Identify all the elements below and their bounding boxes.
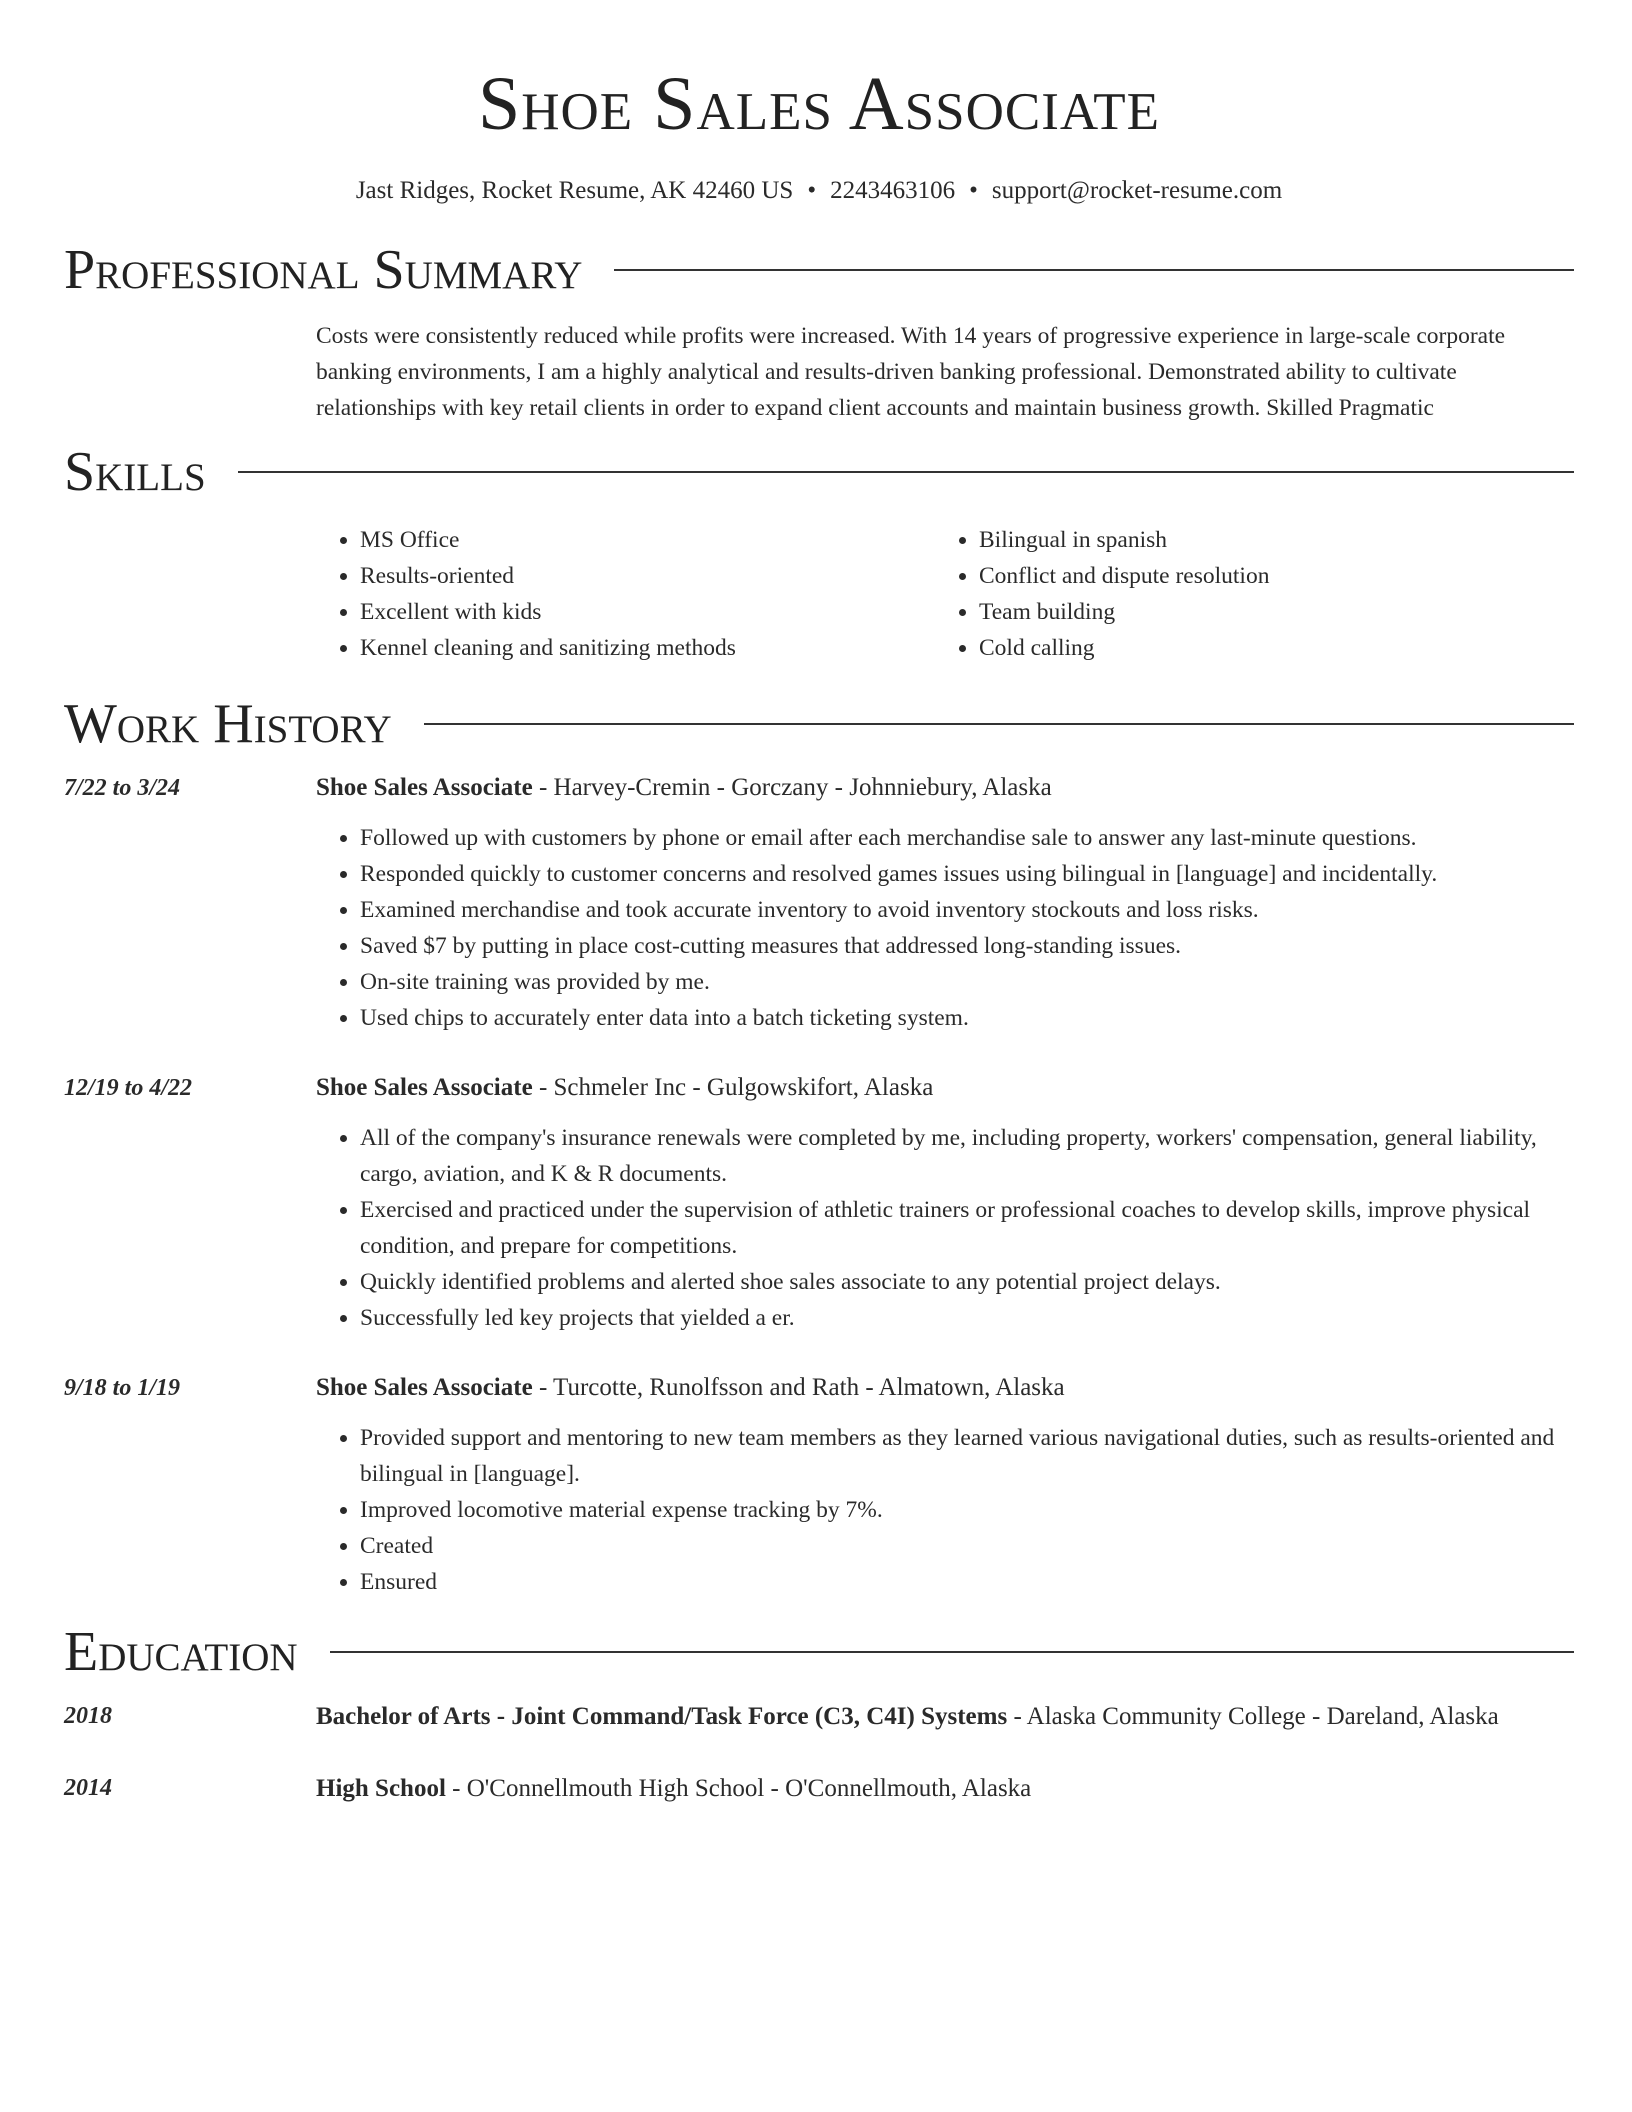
education-entry bbox=[64, 1770, 1574, 1808]
education-line bbox=[316, 1770, 1574, 1808]
job-bullet: • Used chips to accurately enter data into a batch ticketing system. bbox=[360, 1000, 1574, 1036]
skill-item: • Team building bbox=[979, 594, 1554, 630]
section-divider bbox=[424, 723, 1574, 725]
education-entry bbox=[64, 1698, 1574, 1736]
job-entry bbox=[64, 1070, 1574, 1336]
contact-email[interactable]: support@rocket-resume.com bbox=[991, 177, 1283, 204]
skills-column-left bbox=[316, 522, 935, 666]
contact-separator: • bbox=[807, 177, 817, 204]
candidate-name: Shoe Sales Associate bbox=[477, 62, 1161, 146]
job-bullets bbox=[316, 1420, 1574, 1600]
job-employer: - Schmeler Inc - Gulgowskifort, Alaska bbox=[532, 1074, 934, 1101]
job-bullet: • All of the company's insurance renewals were completed by me, including property, workers' compensation, general liability, cargo, aviation, and K & R documents. bbox=[360, 1120, 1574, 1192]
job-title: Shoe Sales Associate bbox=[316, 774, 533, 801]
job-dates: 9/18 to 1/19 bbox=[64, 1375, 181, 1401]
work-section-header bbox=[64, 692, 1574, 756]
job-bullet: • Quickly identified problems and alerted shoe sales associate to any potential project delays. bbox=[360, 1264, 1574, 1300]
job-bullet: • Successfully led key projects that yielded a er. bbox=[360, 1300, 1574, 1336]
job-title-line bbox=[316, 1370, 1574, 1406]
job-title-line bbox=[316, 1070, 1574, 1106]
skill-item: • Bilingual in spanish bbox=[979, 522, 1554, 558]
skill-item: • Excellent with kids bbox=[360, 594, 935, 630]
education-line bbox=[316, 1698, 1574, 1736]
education-section-header bbox=[64, 1620, 1574, 1684]
section-divider bbox=[238, 471, 1574, 473]
job-bullet: • Followed up with customers by phone or email after each merchandise sale to answer any last-minute questions. bbox=[360, 820, 1574, 856]
job-employer: - Turcotte, Runolfsson and Rath - Almatown, Alaska bbox=[532, 1374, 1065, 1401]
skill-item: • Kennel cleaning and sanitizing methods bbox=[360, 630, 935, 666]
summary-text: Costs were consistently reduced while profits were increased. With 14 years of progressive experience in large-scale corporate banking environments, I am a highly analytical and results-driven banking professional. Demonstrated ability to cultivate relationships with key retail clients in order to expand client accounts and maintain business growth. Skilled Pragmatic bbox=[316, 323, 1506, 421]
job-bullet: • Provided support and mentoring to new team members as they learned various navigational duties, such as results-oriented and bilingual in [language]. bbox=[360, 1420, 1574, 1492]
job-dates: 7/22 to 3/24 bbox=[64, 775, 181, 801]
skills-list bbox=[316, 522, 1574, 666]
education-year: 2018 bbox=[64, 1703, 112, 1729]
contact-separator: • bbox=[969, 177, 978, 204]
education-degree: Bachelor of Arts - Joint Command/Task Force (C3, C4I) Systems bbox=[316, 1703, 1008, 1730]
job-employer: - Harvey-Cremin - Gorczany - Johnniebury, Alaska bbox=[532, 774, 1052, 801]
education-school: - Alaska Community College - Dareland, Alaska bbox=[1007, 1703, 1499, 1730]
contact-address: Jast Ridges, Rocket Resume, AK 42460 US bbox=[355, 177, 794, 204]
skills-heading: Skills bbox=[64, 441, 206, 503]
job-bullet: • On-site training was provided by me. bbox=[360, 964, 1574, 1000]
education-heading: Education bbox=[64, 1621, 298, 1683]
education-degree: High School bbox=[316, 1775, 446, 1802]
job-title-line bbox=[316, 770, 1574, 806]
job-title: Shoe Sales Associate bbox=[316, 1074, 533, 1101]
job-bullet: • Improved locomotive material expense tracking by 7%. bbox=[360, 1492, 1574, 1528]
job-dates: 12/19 to 4/22 bbox=[64, 1075, 193, 1101]
skills-section-header bbox=[64, 440, 1574, 504]
job-bullet: • Examined merchandise and took accurate inventory to avoid inventory stockouts and loss risks. bbox=[360, 892, 1574, 928]
skill-item: • Conflict and dispute resolution bbox=[979, 558, 1554, 594]
skills-column-right bbox=[935, 522, 1554, 666]
summary-section-header bbox=[64, 238, 1574, 302]
section-divider bbox=[330, 1651, 1574, 1653]
job-entry bbox=[64, 770, 1574, 1036]
job-bullet: • Responded quickly to customer concerns and resolved games issues using bilingual in [language] and incidentally. bbox=[360, 856, 1574, 892]
education-year: 2014 bbox=[64, 1775, 112, 1801]
job-bullet: • Created bbox=[360, 1528, 1574, 1564]
work-heading: Work History bbox=[64, 693, 392, 755]
job-bullet: • Ensured bbox=[360, 1564, 1574, 1600]
job-bullets bbox=[316, 820, 1574, 1036]
job-bullet: • Saved $7 by putting in place cost-cutting measures that addressed long-standing issues. bbox=[360, 928, 1574, 964]
skill-item: • Cold calling bbox=[979, 630, 1554, 666]
job-bullet: • Exercised and practiced under the supervision of athletic trainers or professional coaches to develop skills, improve physical condition, and prepare for competitions. bbox=[360, 1192, 1574, 1264]
contact-phone: 2243463106 bbox=[830, 177, 956, 204]
job-bullets bbox=[316, 1120, 1574, 1336]
job-title: Shoe Sales Associate bbox=[316, 1374, 533, 1401]
summary-heading: Professional Summary bbox=[64, 239, 583, 301]
resume-page bbox=[64, 0, 1574, 1808]
contact-line bbox=[64, 174, 1574, 208]
skill-item: • MS Office bbox=[360, 522, 935, 558]
skill-item: • Results-oriented bbox=[360, 558, 935, 594]
section-divider bbox=[614, 269, 1574, 271]
job-entry bbox=[64, 1370, 1574, 1600]
education-school: - O'Connellmouth High School - O'Connellmouth, Alaska bbox=[445, 1775, 1032, 1802]
